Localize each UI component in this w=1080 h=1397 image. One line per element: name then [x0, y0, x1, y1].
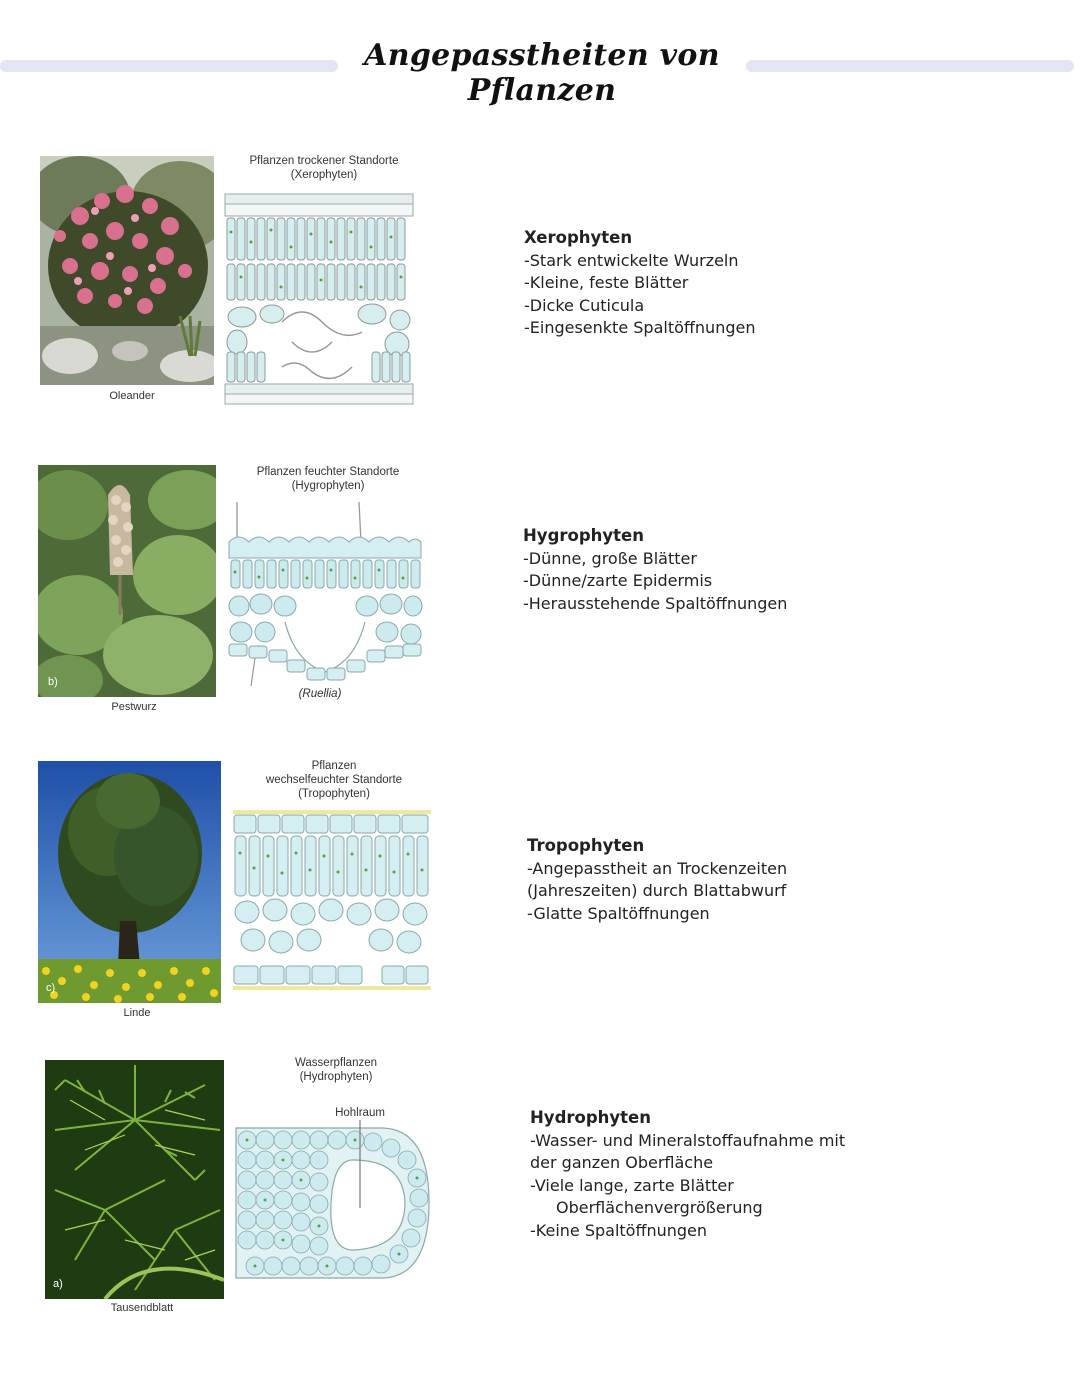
xerophyten-leaf-cross-section — [222, 192, 416, 406]
list-item: -Angepasstheit an Trockenzeiten — [527, 858, 788, 878]
hydrophyten-text — [530, 1107, 845, 1242]
header-decor-bar-right — [746, 60, 1074, 72]
list-item: -Dünne/zarte Epidermis — [523, 571, 713, 590]
hygrophyten-diagram-caption: Pflanzen feuchter Standorte (Hygrophyten) — [256, 466, 400, 492]
tropophyten-diagram-caption: Pflanzen wechselfeuchter Standorte (Tropophyten) — [265, 760, 403, 800]
list-item: -Viele lange, zarte Blätter — [530, 1175, 734, 1195]
xerophyten-heading: Xerophyten — [524, 228, 633, 247]
hygrophyten-leaf-cross-section — [225, 502, 423, 690]
hygrophyten-text — [523, 525, 787, 615]
list-item: -Dünne, große Blätter — [523, 548, 697, 568]
linde-photo — [38, 761, 221, 1003]
list-item: der ganzen Oberfläche — [530, 1153, 714, 1172]
header-decor-bar-left — [0, 60, 338, 72]
hohlraum-label: Hohlraum — [335, 1107, 385, 1119]
list-item: -Wasser- und Mineralstoffaufnahme mit — [530, 1130, 846, 1150]
tausendblatt-caption: Tausendblatt — [110, 1302, 174, 1314]
hygrophyten-diagram-subcaption: (Ruellia) — [298, 688, 342, 700]
page-title: Angepasstheiten von Pflanzen — [364, 38, 720, 108]
tropophyten-text — [527, 835, 787, 925]
pestwurz-caption: Pestwurz — [111, 701, 157, 713]
hygrophyten-heading: Hygrophyten — [523, 526, 644, 545]
list-item: -Stark entwickelte Wurzeln — [524, 250, 739, 270]
pestwurz-photo — [38, 465, 216, 697]
linde-photo-label: c) — [46, 982, 56, 994]
xerophyten-diagram-caption: Pflanzen trockener Standorte (Xerophyten) — [249, 155, 399, 181]
list-item: -Glatte Spaltöffnungen — [527, 903, 710, 923]
linde-caption: Linde — [123, 1007, 151, 1019]
list-item: (Jahreszeiten) durch Blattabwurf — [527, 881, 787, 900]
list-item: -Keine Spaltöffnungen — [530, 1220, 708, 1240]
list-item: -Herausstehende Spaltöffnungen — [523, 593, 788, 613]
list-item: -Dicke Cuticula — [524, 295, 645, 315]
list-item: Oberflächenvergrößerung — [556, 1198, 763, 1217]
hydrophyten-leaf-cross-section — [233, 1120, 433, 1286]
list-item: -Eingesenkte Spaltöffnungen — [524, 318, 756, 337]
tropophyten-leaf-cross-section — [231, 808, 433, 998]
tausendblatt-photo-label: a) — [53, 1278, 63, 1290]
pestwurz-photo-label: b) — [48, 676, 58, 688]
list-item: -Kleine, feste Blätter — [524, 273, 689, 292]
tausendblatt-photo — [45, 1060, 224, 1299]
hydrophyten-diagram-caption: Wasserpflanzen (Hydrophyten) — [294, 1057, 378, 1083]
oleander-caption: Oleander — [109, 390, 155, 402]
xerophyten-text — [524, 227, 755, 340]
tropophyten-heading: Tropophyten — [527, 836, 645, 855]
oleander-photo — [40, 156, 214, 385]
hydrophyten-heading: Hydrophyten — [530, 1108, 651, 1127]
